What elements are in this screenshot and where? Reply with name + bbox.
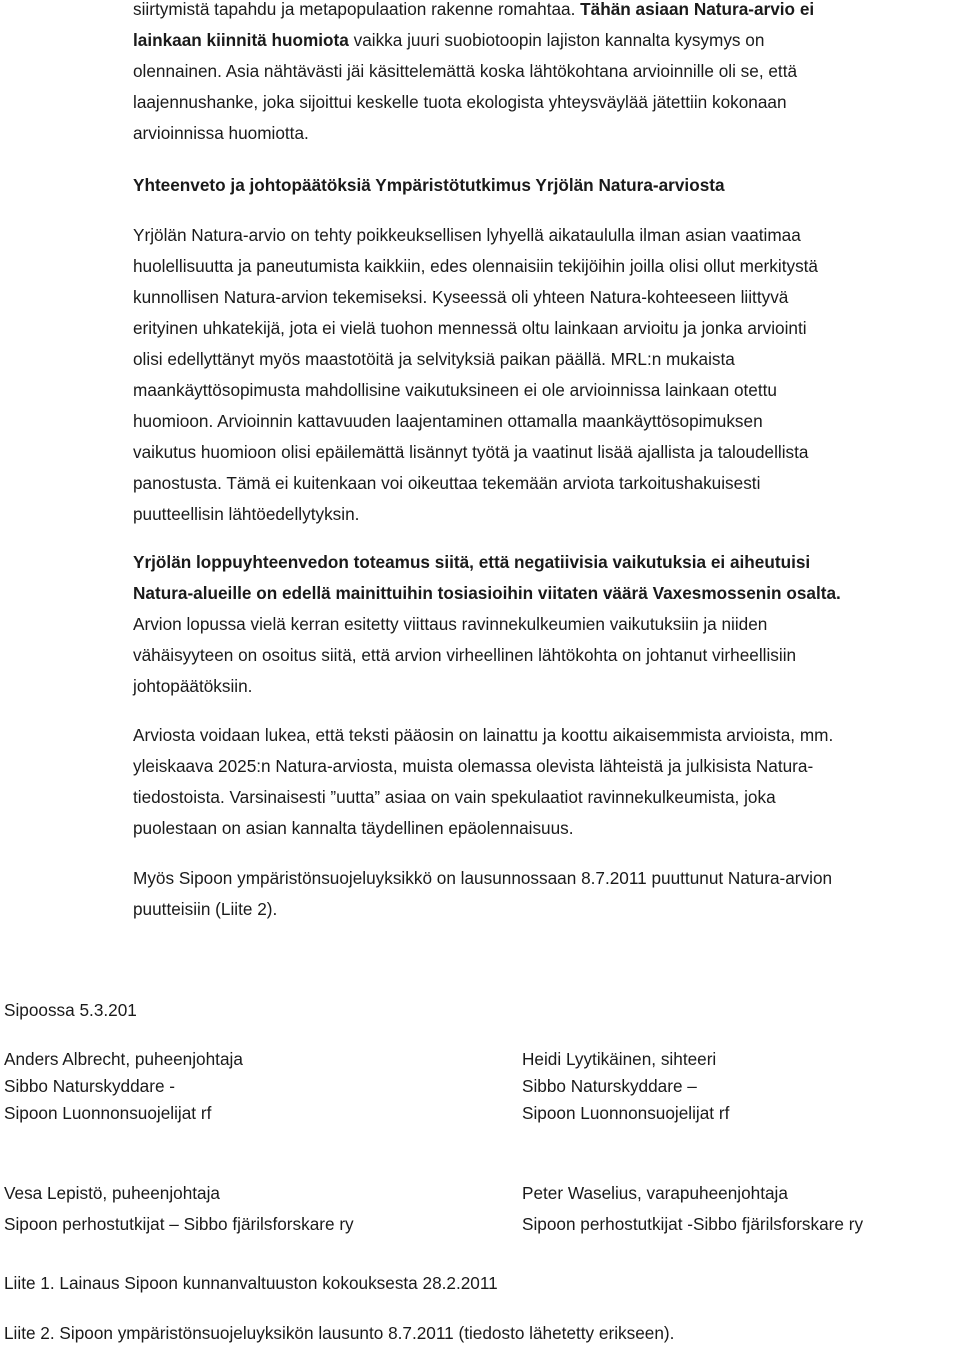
signatory-line: Sibbo Naturskyddare –: [522, 1076, 697, 1096]
signatory-anders-albrecht: [4, 1046, 243, 1127]
summary-line: puutteellisin lähtöedellytyksin.: [133, 504, 360, 524]
municipal-paragraph: [133, 863, 960, 925]
place-date: Sipoossa 5.3.201: [4, 1000, 137, 1020]
intro-line: siirtymistä tapahdu ja metapopulaation rakenne romahtaa. Tähän asiaan Natura-arvio ei: [133, 0, 815, 19]
intro-line: olennainen. Asia nähtävästi jäi käsittelemättä koska lähtökohtana arvioinnille oli se, että: [133, 61, 798, 81]
signatory-line: Heidi Lyytikäinen, sihteeri: [522, 1049, 717, 1069]
summary-line: erityinen uhkatekijä, jota ei vielä tuohon mennessä oltu lainkaan arvioitu ja jonka arviointi: [133, 318, 807, 338]
sources-paragraph: [133, 720, 945, 844]
intro-line: lainkaan kiinnitä huomiota vaikka juuri suobiotoopin lajiston kannalta kysymys on: [133, 30, 765, 50]
municipal-line: Myös Sipoon ympäristönsuojeluyksikkö on lausunnossaan 8.7.2011 puuttunut Natura-arvion: [133, 868, 833, 888]
conclusion-line: vähäisyyteen on osoitus siitä, että arvion virheellinen lähtökohta on johtanut virheellisiin: [133, 645, 797, 665]
signatory-line: Peter Waselius, varapuheenjohtaja: [522, 1183, 788, 1203]
municipal-line: puutteisiin (Liite 2).: [133, 899, 278, 919]
conclusion-line: Arvion lopussa vielä kerran esitetty viittaus ravinnekulkeumien vaikutuksiin ja niiden: [133, 614, 768, 634]
conclusion-line: johtopäätöksiin.: [133, 676, 253, 696]
signatory-line: Vesa Lepistö, puheenjohtaja: [4, 1183, 220, 1203]
attachment-liite-2: Liite 2. Sipoon ympäristönsuojeluyksikön lausunto 8.7.2011 (tiedosto lähetetty erikseen).: [4, 1323, 675, 1343]
intro-line: arvioinnissa huomiotta.: [133, 123, 309, 143]
summary-line: vaikutus huomioon olisi epäilemättä lisännyt työtä ja vaatinut lisää ajallista ja taloudellista: [133, 442, 809, 462]
summary-line: maankäyttösopimusta mahdollisine vaikutuksineen ei ole arvioinnissa lainkaan otettu: [133, 380, 777, 400]
summary-line: huolellisuutta ja paneutumista kaikkiin, edes olennaisiin tekijöihin joilla olisi ollut merkitystä: [133, 256, 818, 276]
summary-line: olisi edellyttänyt myös maastotöitä ja selvityksiä paikan päällä. MRL:n mukaista: [133, 349, 735, 369]
signatory-line: Sipoon perhostutkijat -Sibbo fjärilsforskare ry: [522, 1214, 864, 1234]
summary-line: kunnollisen Natura-arvion tekemiseksi. Kyseessä oli yhteen Natura-kohteeseen liittyvä: [133, 287, 789, 307]
sources-line: tiedostoista. Varsinaisesti ”uutta” asiaa on vain spekulaatiot ravinnekulkeumista, joka: [133, 787, 776, 807]
summary-line: Yrjölän Natura-arvio on tehty poikkeuksellisen lyhyellä aikataululla ilman asian vaatimaa: [133, 225, 801, 245]
summary-line: panostusta. Tämä ei kuitenkaan voi oikeuttaa tekemään arviota tarkoitushakuisesti: [133, 473, 761, 493]
conclusion-bold-line: Natura-alueille on edellä mainittuihin tosiasioihin viitaten väärä Vaxesmossenin osalta.: [133, 583, 841, 603]
signatory-line: Sipoon Luonnonsuojelijat rf: [522, 1103, 730, 1123]
signatory-line: Anders Albrecht, puheenjohtaja: [4, 1049, 243, 1069]
intro-line: laajennushanke, joka sijoittui keskelle tuota ekologista yhteysväylää jätettiin kokonaan: [133, 92, 787, 112]
conclusion-paragraph: [133, 547, 945, 702]
sources-line: Arviosta voidaan lukea, että teksti pääosin on lainattu ja koottu aikaisemmista arvioista, mm.: [133, 725, 834, 745]
signatory-line: Sipoon Luonnonsuojelijat rf: [4, 1103, 212, 1123]
summary-paragraph: [133, 220, 945, 530]
signatory-heidi-lyytikainen: [522, 1046, 729, 1127]
summary-heading: Yhteenveto ja johtopäätöksiä Ympäristötutkimus Yrjölän Natura-arviosta: [133, 175, 725, 195]
sources-line: yleiskaava 2025:n Natura-arviosta, muista olemassa olevista lähteistä ja julkisista Natura-: [133, 756, 814, 776]
signatory-line: Sibbo Naturskyddare -: [4, 1076, 176, 1096]
summary-line: huomioon. Arvioinnin kattavuuden laajentaminen ottamalla maankäyttösopimuksen: [133, 411, 763, 431]
signatory-vesa-lepisto: [4, 1178, 354, 1240]
attachment-liite-1: Liite 1. Lainaus Sipoon kunnanvaltuuston kokouksesta 28.2.2011: [4, 1273, 498, 1293]
signatory-peter-waselius: [522, 1178, 863, 1240]
sources-line: puolestaan on asian kannalta täydellinen epäolennaisuus.: [133, 818, 574, 838]
intro-paragraph: [133, 0, 945, 149]
signatory-line: Sipoon perhostutkijat – Sibbo fjärilsforskare ry: [4, 1214, 354, 1234]
conclusion-bold-line: Yrjölän loppuyhteenvedon toteamus siitä, että negatiivisia vaikutuksia ei aiheutuisi: [133, 552, 811, 572]
